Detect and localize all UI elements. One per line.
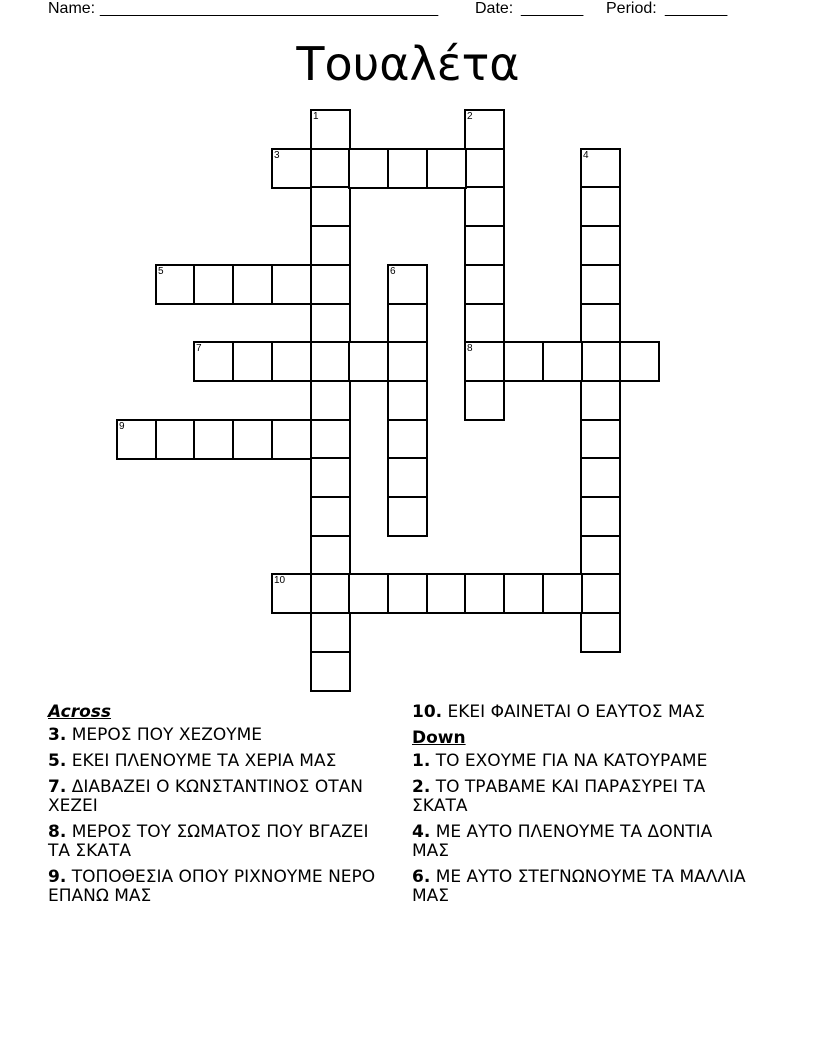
crossword-cell[interactable] bbox=[464, 186, 505, 227]
crossword-cell[interactable] bbox=[387, 303, 428, 344]
clue-number: 9. bbox=[48, 867, 67, 887]
clue-number-label: 10 bbox=[274, 575, 286, 586]
crossword-cell[interactable] bbox=[193, 341, 234, 382]
clue-text: ΜΕ ΑΥΤΟ ΣΤΕΓΝΩΝΟΥΜΕ ΤΑ ΜΑΛΛΙΑ ΜΑΣ bbox=[412, 867, 746, 906]
crossword-cell[interactable] bbox=[580, 419, 621, 460]
crossword-cell[interactable] bbox=[310, 341, 351, 382]
clue-number: 8. bbox=[48, 822, 67, 842]
clue-number-label: 6 bbox=[390, 266, 396, 277]
down-clue-list bbox=[412, 752, 752, 906]
clue-number: 2. bbox=[412, 777, 431, 797]
crossword-cell[interactable] bbox=[271, 264, 312, 305]
across-clue bbox=[48, 726, 378, 745]
crossword-cell[interactable] bbox=[387, 341, 428, 382]
crossword-cell[interactable] bbox=[310, 535, 351, 576]
crossword-cell[interactable] bbox=[580, 573, 621, 614]
crossword-cell[interactable] bbox=[426, 573, 467, 614]
crossword-cell[interactable] bbox=[155, 419, 196, 460]
crossword-cell[interactable] bbox=[232, 341, 273, 382]
crossword-cell[interactable] bbox=[348, 573, 389, 614]
crossword-cell[interactable] bbox=[193, 264, 234, 305]
crossword-cell[interactable] bbox=[271, 148, 312, 189]
clue-text: ΜΕ ΑΥΤΟ ΠΛΕΝΟΥΜΕ ΤΑ ΔΟΝΤΙΑ ΜΑΣ bbox=[412, 822, 713, 861]
crossword-cell[interactable] bbox=[116, 419, 157, 460]
crossword-cell[interactable] bbox=[542, 341, 583, 382]
crossword-cell[interactable] bbox=[232, 419, 273, 460]
crossword-cell[interactable] bbox=[580, 225, 621, 266]
down-clue bbox=[412, 778, 752, 816]
clue-number: 10. bbox=[412, 702, 443, 722]
crossword-cell[interactable] bbox=[464, 264, 505, 305]
crossword-cell[interactable] bbox=[193, 419, 234, 460]
clue-number: 5. bbox=[48, 751, 67, 771]
crossword-cell[interactable] bbox=[310, 419, 351, 460]
clue-text: ΤΟ ΤΡΑΒΑΜΕ ΚΑΙ ΠΑΡΑΣΥΡΕΙ ΤΑ ΣΚΑΤΑ bbox=[412, 777, 706, 816]
clue-number: 7. bbox=[48, 777, 67, 797]
crossword-cell[interactable] bbox=[387, 573, 428, 614]
crossword-cell[interactable] bbox=[348, 341, 389, 382]
crossword-cell[interactable] bbox=[387, 496, 428, 537]
crossword-cell[interactable] bbox=[580, 380, 621, 421]
date-blank: _______ bbox=[521, 0, 584, 17]
clue-number-label: 4 bbox=[583, 150, 589, 161]
puzzle-title: Τουαλέτα bbox=[296, 37, 520, 91]
clue-number: 1. bbox=[412, 751, 431, 771]
period-blank: _______ bbox=[665, 0, 728, 17]
clue-number: 3. bbox=[48, 725, 67, 745]
crossword-cell[interactable] bbox=[464, 573, 505, 614]
crossword-cell[interactable] bbox=[310, 303, 351, 344]
clue-number-label: 5 bbox=[158, 266, 164, 277]
clue-number-label: 1 bbox=[313, 111, 319, 122]
clues-left-column bbox=[48, 703, 378, 913]
crossword-cell[interactable] bbox=[310, 148, 351, 189]
crossword-cell[interactable] bbox=[619, 341, 660, 382]
across-clue-list-continued bbox=[412, 703, 752, 722]
clue-text: ΜΕΡΟΣ ΠΟΥ ΧΕΖΟΥΜΕ bbox=[66, 725, 263, 745]
crossword-cell[interactable] bbox=[464, 303, 505, 344]
crossword-cell[interactable] bbox=[155, 264, 196, 305]
crossword-cell[interactable] bbox=[310, 109, 351, 150]
clue-text: ΔΙΑΒΑΖΕΙ Ο ΚΩΝΣΤΑΝΤΙΝΟΣ ΟΤΑΝ ΧΕΖΕΙ bbox=[48, 777, 363, 816]
clue-number: 4. bbox=[412, 822, 431, 842]
crossword-cell[interactable] bbox=[310, 225, 351, 266]
down-clue bbox=[412, 823, 752, 861]
clue-number-label: 2 bbox=[467, 111, 473, 122]
clue-text: ΕΚΕΙ ΦΑΙΝΕΤΑΙ Ο ΕΑΥΤΟΣ ΜΑΣ bbox=[442, 702, 705, 722]
crossword-cell[interactable] bbox=[310, 186, 351, 227]
down-clue bbox=[412, 752, 752, 771]
crossword-cell[interactable] bbox=[464, 341, 505, 382]
down-clue bbox=[412, 868, 752, 906]
crossword-cell[interactable] bbox=[310, 612, 351, 653]
crossword-cell[interactable] bbox=[387, 457, 428, 498]
across-heading: Across bbox=[48, 702, 112, 722]
crossword-cell[interactable] bbox=[426, 148, 467, 189]
crossword-cell[interactable] bbox=[580, 535, 621, 576]
crossword-cell[interactable] bbox=[310, 651, 351, 692]
across-clue bbox=[48, 868, 378, 906]
crossword-cell[interactable] bbox=[464, 380, 505, 421]
crossword-cell[interactable] bbox=[580, 496, 621, 537]
crossword-cell[interactable] bbox=[310, 496, 351, 537]
period-label: Period: bbox=[606, 0, 657, 17]
clue-text: ΤΟ ΕΧΟΥΜΕ ΓΙΑ ΝΑ ΚΑΤΟΥΡΑΜΕ bbox=[430, 751, 708, 771]
crossword-cell[interactable] bbox=[503, 573, 544, 614]
name-blank: ______________________________________ bbox=[100, 0, 439, 17]
crossword-cell[interactable] bbox=[464, 148, 505, 189]
crossword-cell[interactable] bbox=[387, 148, 428, 189]
crossword-cell[interactable] bbox=[271, 341, 312, 382]
clue-number-label: 7 bbox=[196, 343, 202, 354]
crossword-cell[interactable] bbox=[464, 225, 505, 266]
date-label: Date: bbox=[475, 0, 514, 17]
crossword-cell[interactable] bbox=[503, 341, 544, 382]
crossword-cell[interactable] bbox=[387, 419, 428, 460]
crossword-cell[interactable] bbox=[464, 109, 505, 150]
crossword-cell[interactable] bbox=[271, 419, 312, 460]
name-label: Name: bbox=[48, 0, 96, 17]
across-clue bbox=[412, 703, 752, 722]
clues-right-column bbox=[412, 703, 752, 913]
crossword-cell[interactable] bbox=[542, 573, 583, 614]
crossword-cell[interactable] bbox=[580, 264, 621, 305]
crossword-cell[interactable] bbox=[271, 573, 312, 614]
crossword-cell[interactable] bbox=[232, 264, 273, 305]
crossword-cell[interactable] bbox=[310, 380, 351, 421]
clue-number-label: 9 bbox=[119, 421, 125, 432]
across-clue bbox=[48, 778, 378, 816]
crossword-cell[interactable] bbox=[387, 264, 428, 305]
clue-number-label: 3 bbox=[274, 150, 280, 161]
crossword-cell[interactable] bbox=[580, 341, 621, 382]
crossword-cell[interactable] bbox=[310, 457, 351, 498]
down-heading: Down bbox=[412, 728, 466, 748]
crossword-cell[interactable] bbox=[580, 457, 621, 498]
clue-number: 6. bbox=[412, 867, 431, 887]
clue-text: ΤΟΠΟΘΕΣΙΑ ΟΠΟΥ ΡΙΧΝΟΥΜΕ ΝΕΡΟ ΕΠΑΝΩ ΜΑΣ bbox=[48, 867, 376, 906]
clue-text: ΜΕΡΟΣ ΤΟΥ ΣΩΜΑΤΟΣ ΠΟΥ ΒΓΑΖΕΙ ΤΑ ΣΚΑΤΑ bbox=[48, 822, 369, 861]
crossword-cell[interactable] bbox=[580, 148, 621, 189]
crossword-cell[interactable] bbox=[310, 264, 351, 305]
across-clue bbox=[48, 823, 378, 861]
crossword-cell[interactable] bbox=[580, 186, 621, 227]
clue-number-label: 8 bbox=[467, 343, 473, 354]
crossword-cell[interactable] bbox=[580, 612, 621, 653]
across-clue bbox=[48, 752, 378, 771]
crossword-cell[interactable] bbox=[580, 303, 621, 344]
crossword-cell[interactable] bbox=[310, 573, 351, 614]
crossword-cell[interactable] bbox=[348, 148, 389, 189]
crossword-cell[interactable] bbox=[387, 380, 428, 421]
across-clue-list bbox=[48, 726, 378, 906]
clue-text: ΕΚΕΙ ΠΛΕΝΟΥΜΕ ΤΑ ΧΕΡΙΑ ΜΑΣ bbox=[66, 751, 337, 771]
